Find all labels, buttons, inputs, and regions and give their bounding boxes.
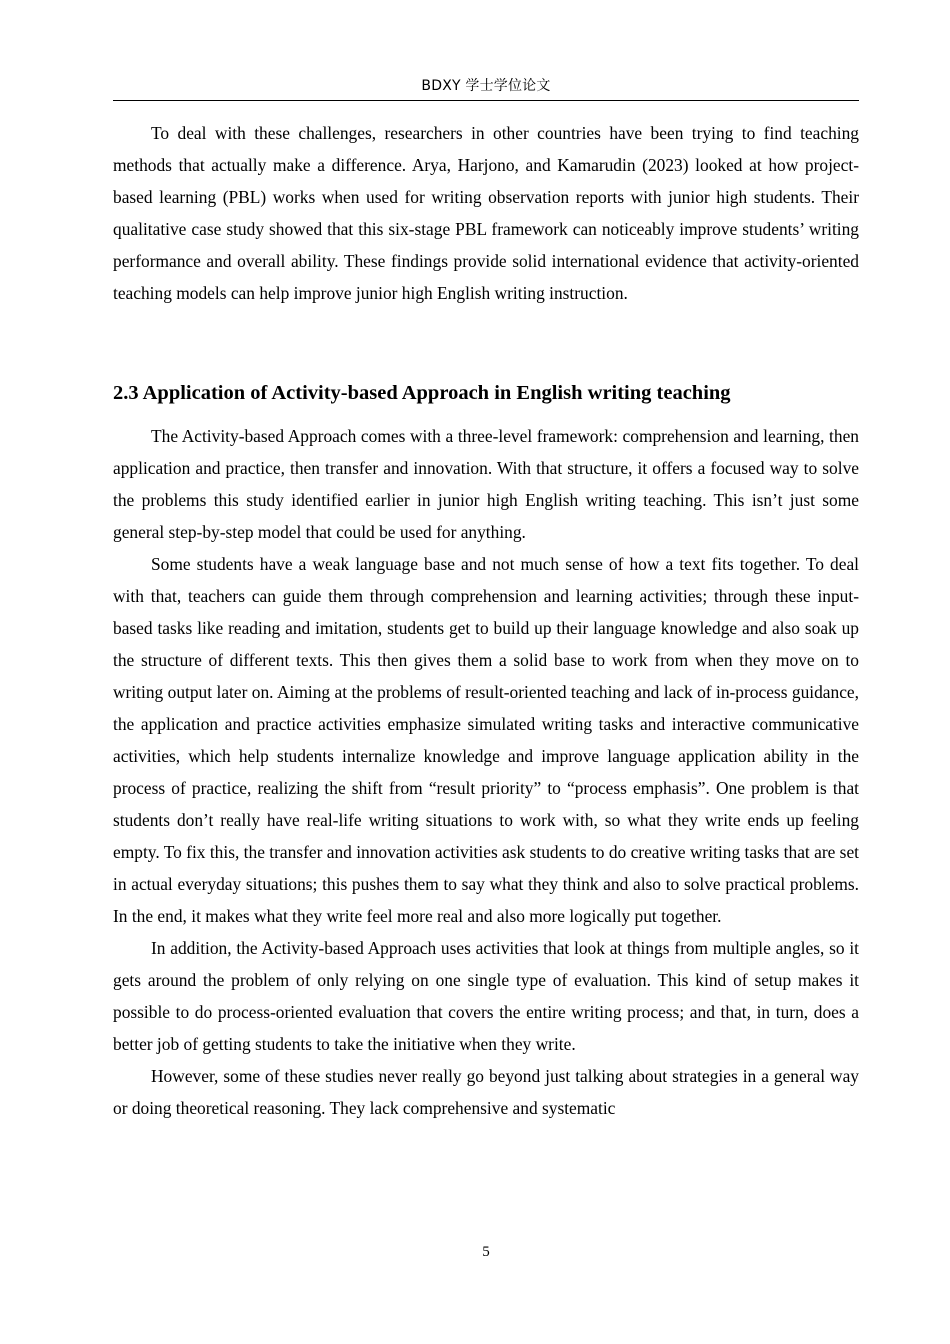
paragraph-limitations: However, some of these studies never really go beyond just talking about strategies in a general way or doing theoretical reasoning. They lack comprehensive and systematic: [113, 1066, 859, 1118]
paragraph-pbl-evidence: To deal with these challenges, researchers in other countries have been trying to find teaching methods that actually make a difference. Arya, Harjono, and Kamarudin (2023) looked at how project-based learning (PBL) works when used for writing observation reports with junior high students. Their qualitative case study showed that this six-stage PBL framework can noticeably improve students’ writing performance and overall ability. These findings provide solid international evidence that activity-oriented teaching models can help improve junior high English writing instruction.: [113, 123, 859, 303]
header-rule: [113, 100, 859, 101]
page-number: 5: [482, 1244, 490, 1260]
paragraph-framework: The Activity-based Approach comes with a three-level framework: comprehension and learning, then application and practice, then transfer and innovation. With that structure, it offers a focused way to solve the problems this study identified earlier in junior high English writing teaching. This isn’t just some general step-by-step model that could be used for anything.: [113, 426, 859, 542]
body-text-before-heading: [113, 117, 859, 309]
body-text-after-heading: [113, 420, 859, 1124]
section-heading: 2.3 Application of Activity-based Approach in English writing teaching: [113, 382, 731, 404]
paragraph-evaluation: In addition, the Activity-based Approach uses activities that look at things from multiple angles, so it gets around the problem of only relying on one single type of evaluation. This kind of setup makes it possible to do process-oriented evaluation that covers the entire writing process; and that, in turn, does a better job of getting students to take the initiative when they write.: [113, 938, 859, 1054]
paragraph-activities: Some students have a weak language base and not much sense of how a text fits together. To deal with that, teachers can guide them through comprehension and learning activities; through these input-based tasks like reading and imitation, students get to build up their language knowledge and also soak up the structure of different texts. This then gives them a solid base to work from when they move on to writing output later on. Aiming at the problems of result-oriented teaching and lack of in-process guidance, the application and practice activities emphasize simulated writing tasks and interactive communicative activities, which help students internalize knowledge and improve language application ability in the process of practice, realizing the shift from “result priority” to “process emphasis”. One problem is that students don’t really have real-life writing situations to work with, so what they write ends up feeling empty. To fix this, the transfer and innovation activities ask students to do creative writing tasks that are set in actual everyday situations; this pushes them to say what they think and also to solve practical problems. In the end, it makes what they write feel more real and also more logically put together.: [113, 554, 859, 926]
running-header: BDXY 学士学位论文: [421, 78, 551, 94]
